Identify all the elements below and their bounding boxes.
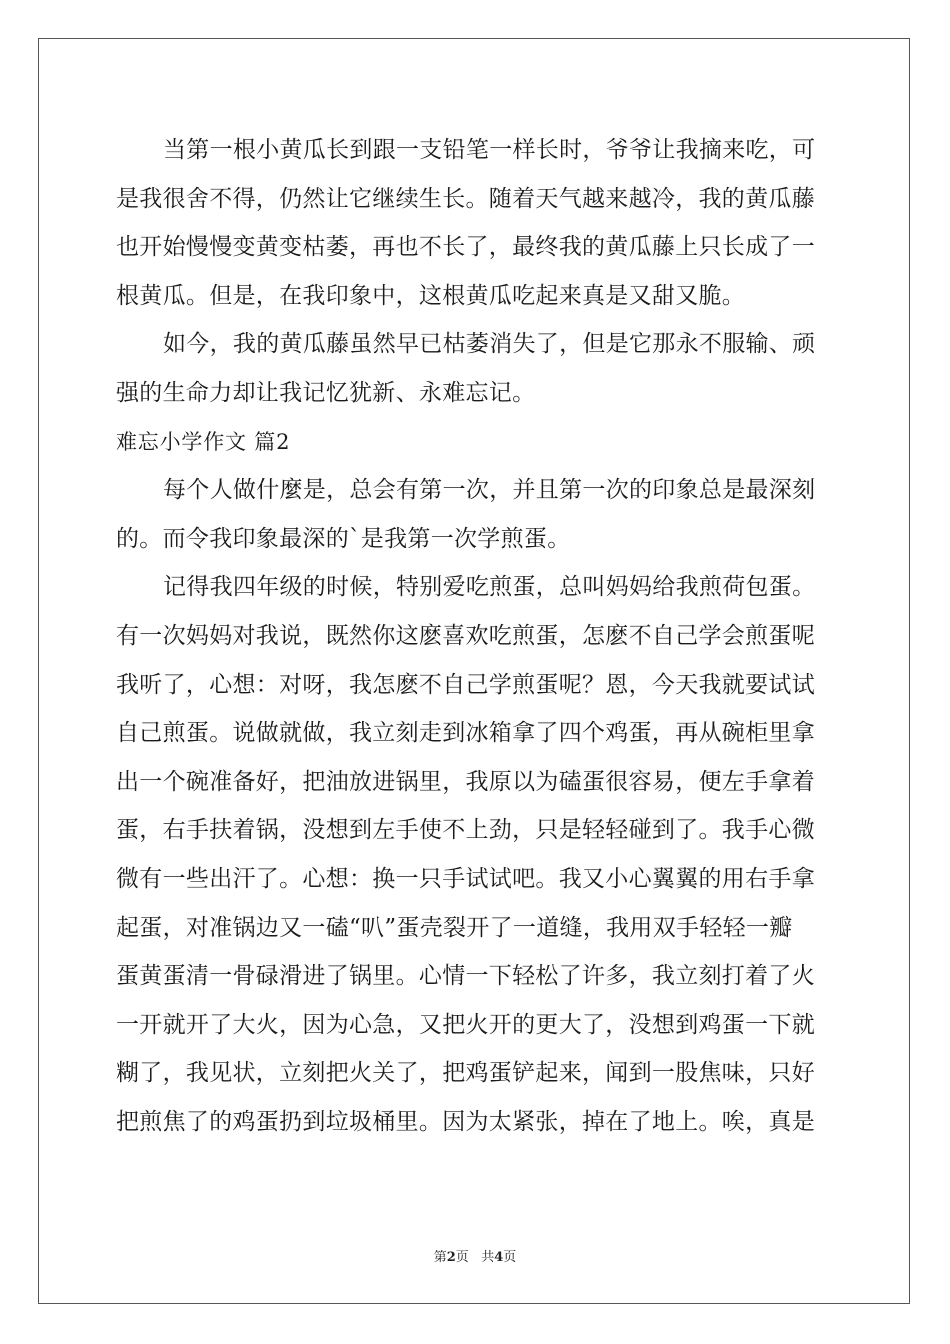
text-line: 有一次妈妈对我说，既然你这麽喜欢吃煎蛋，怎麽不自己学会煎蛋呢 (116, 622, 815, 649)
text-line: 的。而令我印象最深的`是我第一次学煎蛋。 (116, 525, 571, 552)
text-line: 如今，我的黄瓜藤虽然早已枯萎消失了，但是它那永不服输、顽 (163, 331, 816, 358)
section-heading: 难忘小学作文 篇2 (116, 429, 291, 454)
text-line: 强的生命力却让我记忆犹新、永难忘记。 (116, 379, 536, 406)
text-line: 蛋，右手扶着锅，没想到左手使不上劲，只是轻轻碰到了。我手心微 (116, 817, 815, 844)
text-line: 每个人做什麼是，总会有第一次，并且第一次的印象总是最深刻 (163, 477, 816, 504)
text-line: 是我很舍不得，仍然让它继续生长。随着天气越来越冷，我的黄瓜藤 (116, 185, 815, 212)
document-body (116, 126, 836, 1146)
text-line: 当第一根小黄瓜长到跟一支铅笔一样长时，爷爷让我摘来吃，可 (163, 137, 816, 163)
footer-total-prefix: 共 (481, 1250, 495, 1265)
text-line: 我听了，心想：对呀，我怎麽不自己学煎蛋呢？恩，今天我就要试试 (116, 671, 815, 698)
footer-page-suffix: 页 (455, 1250, 469, 1265)
text-line: 出一个碗准备好，把油放进锅里，我原以为磕蛋很容易，便左手拿着 (116, 768, 815, 795)
text-line: 把煎焦了的鸡蛋扔到垃圾桶里。因为太紧张，掉在了地上。唉，真是 (116, 1108, 815, 1135)
footer-total-suffix: 页 (503, 1250, 517, 1265)
footer-page-prefix: 第 (433, 1250, 447, 1265)
text-line: 也开始慢慢变黄变枯萎，再也不长了，最终我的黄瓜藤上只长成了一 (116, 234, 815, 261)
text-line: 微有一些出汗了。心想：换一只手试试吧。我又小心翼翼的用右手拿 (116, 865, 815, 892)
text-line: 蛋黄蛋清一骨碌滑进了锅里。心情一下轻松了许多，我立刻打着了火 (116, 963, 815, 990)
text-line: 一开就开了大火，因为心急，又把火开的更大了，没想到鸡蛋一下就 (116, 1011, 815, 1038)
page-footer (0, 1246, 950, 1265)
footer-page-number: 2 (446, 1250, 456, 1265)
text-line: 起蛋，对准锅边又一磕“叭”蛋壳裂开了一道缝，我用双手轻轻一瓣 (116, 914, 793, 941)
text-line: 自己煎蛋。说做就做，我立刻走到冰箱拿了四个鸡蛋，再从碗柜里拿 (116, 720, 815, 747)
text-line: 根黄瓜。但是，在我印象中，这根黄瓜吃起来真是又甜又脆。 (116, 282, 746, 309)
text-line: 糊了，我见状，立刻把火关了，把鸡蛋铲起来，闻到一股焦味，只好 (116, 1060, 815, 1087)
text-line: 记得我四年级的时候，特别爱吃煎蛋，总叫妈妈给我煎荷包蛋。 (163, 574, 816, 601)
footer-total-number: 4 (494, 1250, 504, 1265)
